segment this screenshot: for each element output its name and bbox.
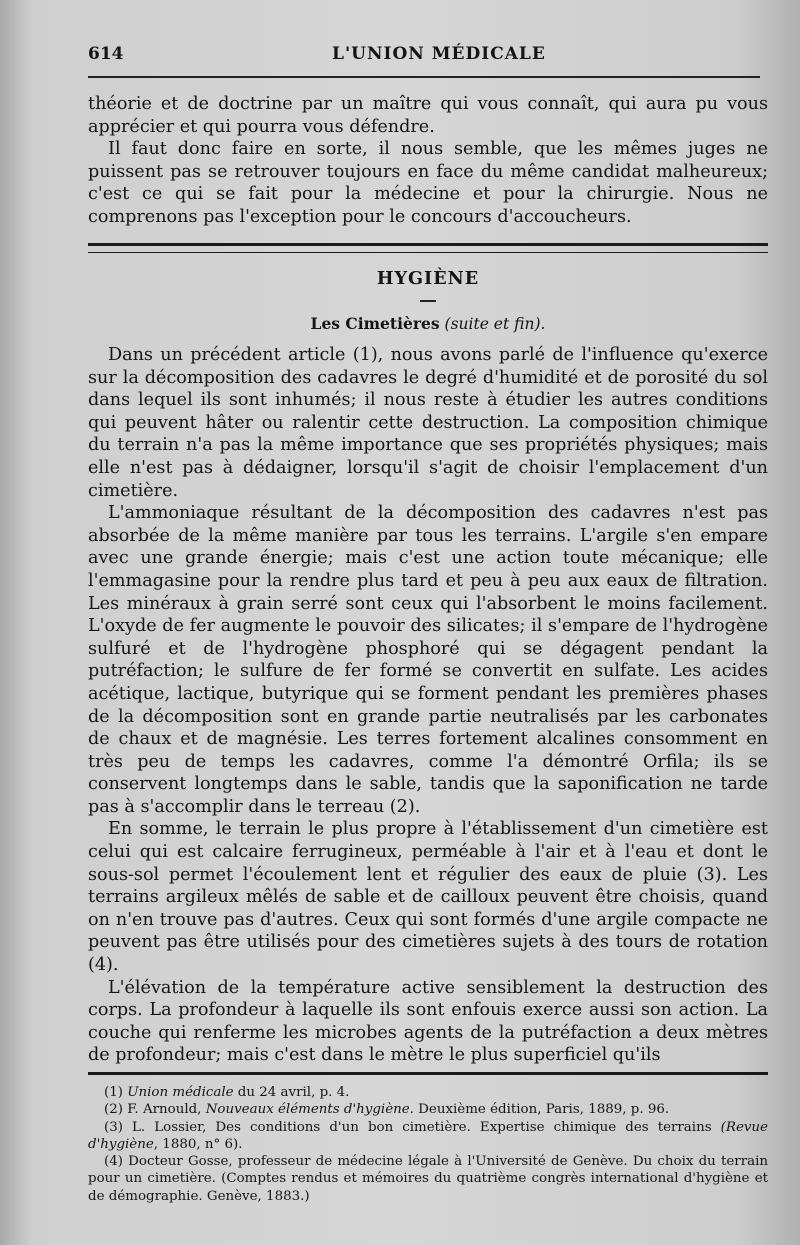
footnote-2-source: Nouveaux éléments d'hygiène (205, 1102, 410, 1118)
footnote-1-number: (1) (104, 1085, 128, 1100)
running-title: L'UNION MÉDICALE (332, 44, 546, 64)
intro-paragraph-1: théorie et de doctrine par un maître qui vous connaît, qui aura pu vous apprécier et qui pourra vous défendre. (88, 94, 768, 137)
article-body (88, 344, 768, 1067)
header-rule (88, 76, 760, 78)
article-paragraph-2: L'ammoniaque résultant de la décomposition des cadavres n'est pas absorbée de la même manière par tous les terrains. L'argile s'en empare avec une grande énergie; mais c'est une action toute mécanique; elle l'emmagasine pour la rendre plus tard et peu à peu aux eaux de filtration. Les minéraux à grain serré sont ceux qui l'absorbent le moins facilement. L'oxyde de fer augmente le pouvoir des silicates; il s'empare de l'hydrogène sulfuré et de l'hydrogène phosphoré qui se dégagent pendant la putréfaction; le sulfure de fer formé se convertit en sulfate. Les acides acétique, lactique, butyrique qui se forment pendant les premières phases de la décomposition sont en grande partie neutralisés par les carbonates de chaux et de magnésie. Les terres fortement alcalines consomment en très peu de temps les cadavres, comme l'a démontré Orfila; ils se conservent longtemps dans le sable, tandis que la saponification ne tarde pas à s'accomplir dans le terreau (2). (88, 503, 768, 817)
footnote-1-detail: du 24 avril, p. 4. (233, 1085, 350, 1100)
footnote-2 (88, 1101, 768, 1118)
page-header (88, 38, 760, 78)
article-paragraph-1: Dans un précédent article (1), nous avons parlé de l'influence qu'exerce sur la décomposition des cadavres le degré d'humidité et de porosité du sol dans lequel ils sont inhumés; il nous reste à étudier les autres conditions qui peuvent hâter ou ralentir cette destruction. La composition chimique du terrain n'a pas la même importance que ses propriétés physiques; mais elle n'est pas à dédaigner, lorsqu'il s'agit de choisir l'emplacement d'un cimetière. (88, 345, 768, 501)
intro-text (88, 93, 768, 229)
footnote-rule (88, 1072, 768, 1075)
footnote-3-text: (3) L. Lossier, Des conditions d'un bon cimetière. Expertise chimique des terrains (104, 1119, 721, 1135)
article-paragraph-4: L'élévation de la température active sensiblement la destruction des corps. La profondeur à laquelle ils sont enfouis exerce aussi son action. La couche qui renferme les microbes agents de la putréfaction a deux mètres de profondeur; mais c'est dans le mètre le plus superficiel qu'ils (88, 977, 768, 1066)
intro-paragraph-2: Il faut donc faire en sorte, il nous semble, que les mêmes juges ne puissent pas se retrouver toujours en face du même candidat malheureux; c'est ce qui se fait pour la médecine et pour la chirurgie. Nous ne comprenons pas l'exception pour le concours d'accoucheurs. (88, 139, 768, 227)
footnote-3-detail: , 1880, n° 6). (153, 1136, 243, 1152)
footnote-1 (88, 1084, 768, 1101)
subtitle-note: (suite et fin). (444, 315, 546, 333)
footnote-1-source: Union médicale (127, 1085, 234, 1100)
article-paragraph-3: En somme, le terrain le plus propre à l'établissement d'un cimetière est celui qui est calcaire ferrugineux, perméable à l'air et à l'eau et dont le sous-sol permet l'écoulement lent et régulier des eaux de pluie (3). Les terrains argileux mêlés de sable et de cailloux peuvent être choisis, quand on n'en trouve pas d'autres. Ceux qui sont formés d'une argile compacte ne peuvent pas être utilisés pour des cimetières sujets à des tours de rotation (4). (88, 819, 768, 976)
footnote-3 (88, 1119, 768, 1154)
article-subtitle (88, 314, 768, 333)
footnote-3-source: (Revue d'hygiène (88, 1119, 768, 1152)
footnote-4: (4) Docteur Gosse, professeur de médecine légale à l'Université de Genève. Du choix du terrain pour un cimetière. (Comptes rendus et mémoires du quatrième congrès international d'hygiène et de démographie. Genève, 1883.) (88, 1154, 768, 1204)
section-divider (88, 243, 768, 253)
footnote-2-detail: . Deuxième édition, Paris, 1889, p. 96. (409, 1102, 670, 1118)
section-title: HYGIÈNE (376, 268, 480, 289)
footnotes (88, 1084, 768, 1205)
title-dash (420, 300, 436, 302)
page-number: 614 (88, 44, 124, 64)
subtitle-main: Les Cimetières (310, 314, 440, 333)
footnote-2-author: (2) F. Arnould, (104, 1102, 206, 1118)
